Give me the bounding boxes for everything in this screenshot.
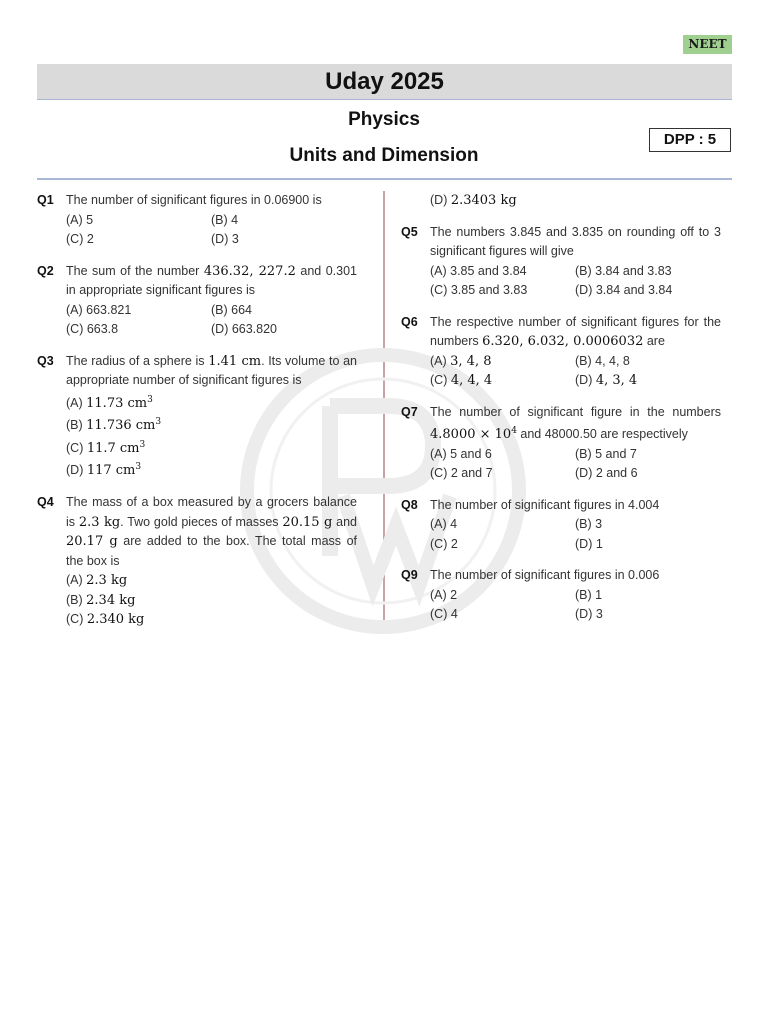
option-b: (B) 4 xyxy=(211,212,239,227)
option-d: (D) 3 xyxy=(211,232,239,246)
option-b: (B) 11.736 $cm^3$ xyxy=(66,417,162,434)
question-number: Q5 xyxy=(401,224,418,239)
option-d: (D) 117 $cm^3$ xyxy=(66,462,142,479)
option-c: (C) 4 xyxy=(430,607,458,622)
option-c: (C) 4, 4, 4 xyxy=(430,373,493,388)
options xyxy=(430,445,721,484)
options xyxy=(66,571,357,630)
exam-badge: NEET xyxy=(683,35,732,54)
option-c: (C) 2 xyxy=(430,536,458,551)
option-b: (B) 1 xyxy=(575,587,603,602)
subject-heading: Physics xyxy=(348,109,420,130)
question-text: The radius of a sphere is 1.41 cm. Its volume to an appropriate number of significant figures is xyxy=(66,353,358,387)
question-text: The number of significant figure in the numbers $4.8000 \times 10^4$ and 48000.50 are respectively xyxy=(430,404,721,443)
option-a: (A) 663.821 xyxy=(66,302,132,317)
question-text: The number of significant figures in 0.06900 is xyxy=(66,193,322,207)
page-title: Uday 2025 xyxy=(37,64,732,100)
option-d: (D) 2 and 6 xyxy=(575,466,638,481)
question-text: The number of significant figures in 0.006 xyxy=(430,568,660,583)
option-c: (C) 2 xyxy=(66,232,94,246)
option-a: (A) 3.85 and 3.84 xyxy=(430,263,527,278)
option-c: (C) 2.340 kg xyxy=(66,612,145,628)
question-number: Q7 xyxy=(401,404,418,419)
options xyxy=(66,391,357,482)
left-column xyxy=(37,191,357,642)
question-1 xyxy=(37,191,357,250)
question-text: The sum of the number 436.32, 227.2 and 0.301 in appropriate significant figures is xyxy=(66,263,357,297)
option-a: (A) 11.73 $cm^3$ xyxy=(66,394,153,411)
question-text: The numbers 3.845 and 3.835 on rounding off to 3 significant figures will give xyxy=(430,224,721,258)
question-2 xyxy=(37,262,357,340)
option-b: (B) 3 xyxy=(575,517,603,532)
question-7 xyxy=(401,403,721,484)
option-c: (C) 3.85 and 3.83 xyxy=(430,283,528,297)
math-values: 436.32, 227.2 xyxy=(203,263,296,279)
options xyxy=(430,262,721,301)
options xyxy=(430,352,721,391)
question-number: Q3 xyxy=(37,353,54,368)
option-b: (B) 2.34 kg xyxy=(66,592,136,608)
option-c: (C) 2 and 7 xyxy=(430,466,493,481)
option-d: (D) 663.820 xyxy=(211,322,278,336)
question-8 xyxy=(401,496,721,555)
option-c: (C) 663.8 xyxy=(66,322,119,336)
options xyxy=(430,586,721,625)
option-a: (A) 2 xyxy=(430,587,458,602)
question-number: Q8 xyxy=(401,497,418,512)
option-a: (A) 3, 4, 8 xyxy=(430,353,492,369)
question-number: Q4 xyxy=(37,495,54,510)
option-a: (A) 4 xyxy=(430,517,458,532)
option-a: (A) 2.3 kg xyxy=(66,573,128,589)
option-d: (D) 1 xyxy=(575,536,603,551)
question-number: Q2 xyxy=(37,263,54,278)
question-4-continued xyxy=(401,191,721,211)
option-d: (D) 3.84 and 3.84 xyxy=(575,283,673,297)
question-9 xyxy=(401,566,721,625)
option-b: (B) 4, 4, 8 xyxy=(575,353,630,368)
right-column xyxy=(401,191,721,637)
question-4 xyxy=(37,493,357,630)
question-number: Q9 xyxy=(401,568,418,583)
question-5 xyxy=(401,223,721,301)
option-a: (A) 5 and 6 xyxy=(430,446,492,461)
question-number: Q1 xyxy=(37,193,54,207)
option-c: (C) 11.7 $cm^3$ xyxy=(66,439,146,456)
option-d: (D) 3 xyxy=(575,607,603,622)
option-b: (B) 3.84 and 3.83 xyxy=(575,263,672,278)
chapter-heading: Units and Dimension xyxy=(289,145,479,166)
option-b: (B) 5 and 7 xyxy=(575,446,637,461)
question-text: The number of significant figures in 4.004 xyxy=(430,497,660,512)
option-b: (B) 664 xyxy=(211,302,252,317)
question-number: Q6 xyxy=(401,314,418,329)
option-a: (A) 5 xyxy=(66,212,94,227)
option-d: (D) 4, 3, 4 xyxy=(575,373,638,388)
question-text: The respective number of significant figures for the numbers 6.320, 6.032, 0.0006032 are xyxy=(430,314,721,349)
math-value: 1.41 cm xyxy=(208,353,262,369)
options xyxy=(66,301,357,340)
header-rule xyxy=(37,178,732,180)
question-3 xyxy=(37,352,357,482)
options xyxy=(430,515,721,554)
dpp-label: DPP : 5 xyxy=(649,128,731,152)
option-d: (D) 2.3403 kg xyxy=(430,193,517,208)
question-text: The mass of a box measured by a grocers balance is 2.3 kg. Two gold pieces of masses 20.15 g and 20.17 g are added to the box. The total mass of the box is xyxy=(66,495,357,568)
question-6 xyxy=(401,313,721,391)
options xyxy=(66,211,357,250)
